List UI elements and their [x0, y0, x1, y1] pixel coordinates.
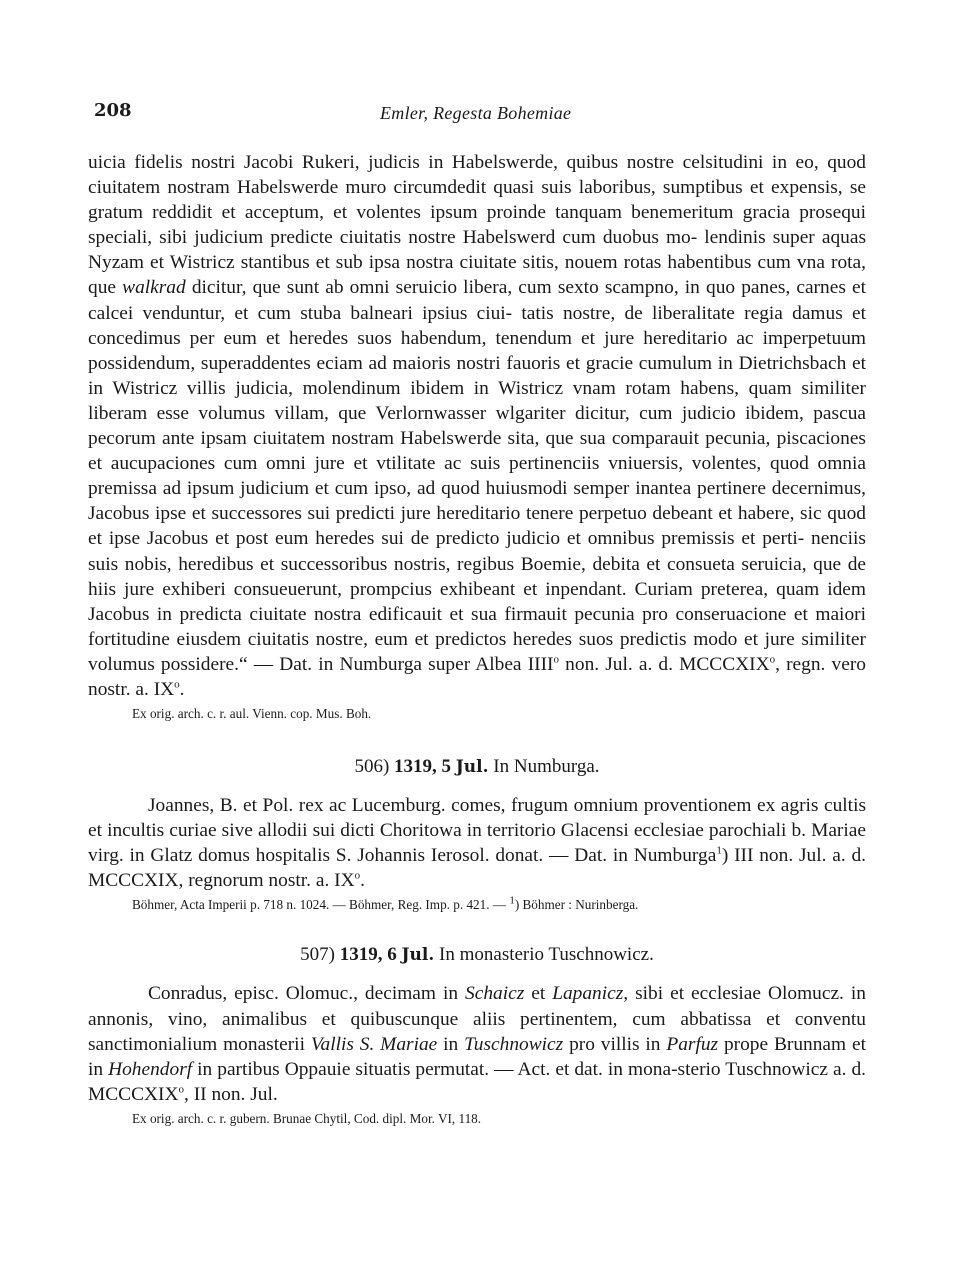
text-line: lendinis super aquas Nyzam et Wistricz stantibus et sub ipsa nostra ciuitate sitis, nouem	[88, 227, 866, 274]
text-line: pro conseruacione et maiori fortitudine eiusdem ciuitatis nostre, eum et predictos heredes	[88, 603, 866, 650]
entry-507-text	[88, 981, 866, 1106]
source-note	[132, 896, 866, 913]
italic-term: Schaicz	[465, 983, 525, 1005]
running-head: Emler, Regesta Bohemiae	[380, 103, 572, 123]
entry-text: prope Brunnam et in	[88, 1033, 866, 1080]
italic-term: Parfuz	[666, 1033, 719, 1055]
text-line: expensis, se gratum reddidit et acceptum, et volentes ipsum proinde tanquam benemeritum	[88, 177, 866, 224]
text-line: quod ciuitatem nostram Habelswerde muro circumdedit quasi suis laboribus, sumptibus et	[88, 152, 866, 199]
text-line: ibidem in Wistricz vnam rotam habens, quam similiter liberam esse volumus villam, que	[88, 377, 866, 424]
entry-text: sibi et ecclesiae Olomucz. in annonis, vino, animalibus et quibuscunque aliis pertinentem, cum abbatissa et conventu sanctimonialium monasterii	[88, 983, 866, 1055]
footnote-marker: 1	[509, 895, 515, 908]
text-line: suos predictis modo et jure similiter volumus possidere.“ — Dat. in Numburga super Albea	[88, 628, 866, 675]
text-line: preterea, quam idem Jacobus in predicta ciuitate nostra edificauit et sua firmauit pecunia	[88, 578, 866, 625]
text-line: dicitur, que sunt ab omni seruicio libera, cum	[191, 277, 552, 299]
continuation-paragraph	[88, 150, 866, 702]
text-line: , regn. vero nostr. a. IX	[88, 653, 866, 700]
text-line: IIII	[527, 653, 554, 675]
text-line: et ipse Jacobus et post eum heredes sui de predicto judicio et omnibus premissis et perti-	[88, 528, 805, 550]
document-page	[88, 100, 866, 1127]
entry-text: , II non. Jul.	[184, 1083, 278, 1105]
text-line: non. Jul. a. d. MCCCXIX	[565, 653, 770, 675]
text-line: tenendum et jure hereditario ac imperpetuum possidendum, superaddentes eciam ad maioris	[88, 327, 866, 374]
entry-number: 506)	[354, 756, 390, 778]
entry-text: Joannes, B. et Pol. rex ac Lucemburg. comes, frugum omnium proventionem ex agris cultis et incultis curiae sive allodii sui dicti Choritowa in territorio Glacensi ecclesiae parochiali b. Mariae virg. in Glatz domus hospitalis S. Johannis Ierosol. donat. — Dat. in Numburga	[88, 795, 866, 867]
text-line: uicia fidelis nostri Jacobi Rukeri, judicis in Habelswerde, quibus nostre celsitudini in eo,	[88, 152, 819, 173]
italic-term: Hohendorf	[108, 1058, 193, 1080]
entry-place: In Numburga.	[493, 756, 600, 778]
entry-text: .	[360, 870, 365, 892]
entry-date: 1319, 5	[394, 756, 452, 778]
text-line: gracia prosequi speciali, sibi judicium predicte ciuitatis nostre Habelswerd cum duobus mo-	[88, 202, 866, 249]
entry-text: pro villis in	[569, 1033, 661, 1055]
superscript-o: o	[769, 653, 776, 666]
source-text: Böhmer, Acta Imperii p. 718 n. 1024. — Böhmer, Reg. Imp. p. 421. —	[132, 897, 507, 913]
text-line: Verlornwasser wlgariter dicitur, cum judicio ibidem, pascua pecorum ante ipsam ciuitatem	[88, 402, 866, 450]
superscript-o: o	[178, 1083, 185, 1096]
italic-term: Tuschnowicz	[464, 1033, 564, 1055]
text-line: sexto scampno, in quo panes, carnes et calcei venduntur, et cum stuba balneari ipsius ciui-	[88, 277, 866, 324]
entry-number: 507)	[300, 944, 335, 966]
superscript-o: o	[553, 653, 560, 666]
footnote-marker: 1	[716, 844, 722, 857]
superscript-o: o	[354, 869, 361, 882]
text-line: nostram Habelswerde sita, que sua comparauit pecunia, piscaciones et aucupaciones cum	[88, 428, 866, 475]
entry-heading-506	[88, 755, 866, 779]
entry-date: 1319, 6	[339, 944, 397, 966]
page-header	[88, 100, 866, 130]
text-line: tatis nostre, de liberalitate regia damus et concedimus per eum et heredes suos habendum,	[88, 302, 866, 349]
text-line: judicium et cum ipso, ad quod huiusmodi semper inantea pertinere decernimus, Jacobus	[88, 478, 866, 525]
italic-term: Lapanicz,	[552, 983, 629, 1005]
superscript-o: o	[174, 678, 180, 691]
text-line: seruicia, que de hiis jure exhiberi consueuerunt, prompcius exhibeant et inpendant. Curiam	[88, 553, 866, 600]
page-number: 208	[94, 100, 132, 121]
entry-506-text	[88, 793, 866, 893]
text-line: .	[179, 678, 185, 700]
text-line: nostri fauoris et gracie cumulum in Dietrichsbach et in Wistricz villis judicia, molendinum	[88, 352, 867, 399]
italic-term: walkrad	[122, 277, 186, 299]
entry-text: Conradus, episc. Olomuc., decimam in	[148, 983, 459, 1005]
italic-term: Vallis S. Mariae	[310, 1033, 438, 1055]
entry-month: Jul.	[455, 757, 489, 778]
entry-text: ) III non. Jul. a. d. MCCCXIX, regnorum nostr. a. IX	[88, 845, 866, 892]
text-line: ipse et successores sui predicti jure hereditario tenere perpetuo debeant et habere, sic quod	[155, 503, 866, 525]
entry-place: In monasterio Tuschnowicz.	[439, 944, 654, 966]
source-note: Ex orig. arch. c. r. gubern. Brunae Chytil, Cod. dipl. Mor. VI, 118.	[132, 1110, 482, 1126]
text-line: rotas habentibus cum vna rota, que	[88, 252, 866, 299]
source-text: ) Böhmer : Nurinberga.	[514, 897, 639, 913]
entry-text: in partibus Oppauie situatis permutat. — Act. et dat. in mona-sterio Tuschnowicz a. d. MCCCXIX	[88, 1058, 866, 1105]
entry-text: in	[443, 1033, 459, 1055]
entry-text: et	[531, 983, 546, 1005]
text-line: omni jure et vtilitate ac suis pertinenciis vniuersis, volentes, quod omnia premissa ad ipsum	[88, 453, 866, 500]
entry-month: Jul.	[401, 945, 435, 966]
source-note: Ex orig. arch. c. r. aul. Vienn. cop. Mus. Boh.	[132, 706, 372, 722]
text-line: nenciis suis nobis, heredibus et successoribus nostris, regibus Boemie, debita et consueta	[88, 528, 866, 575]
entry-heading-507	[88, 943, 866, 967]
